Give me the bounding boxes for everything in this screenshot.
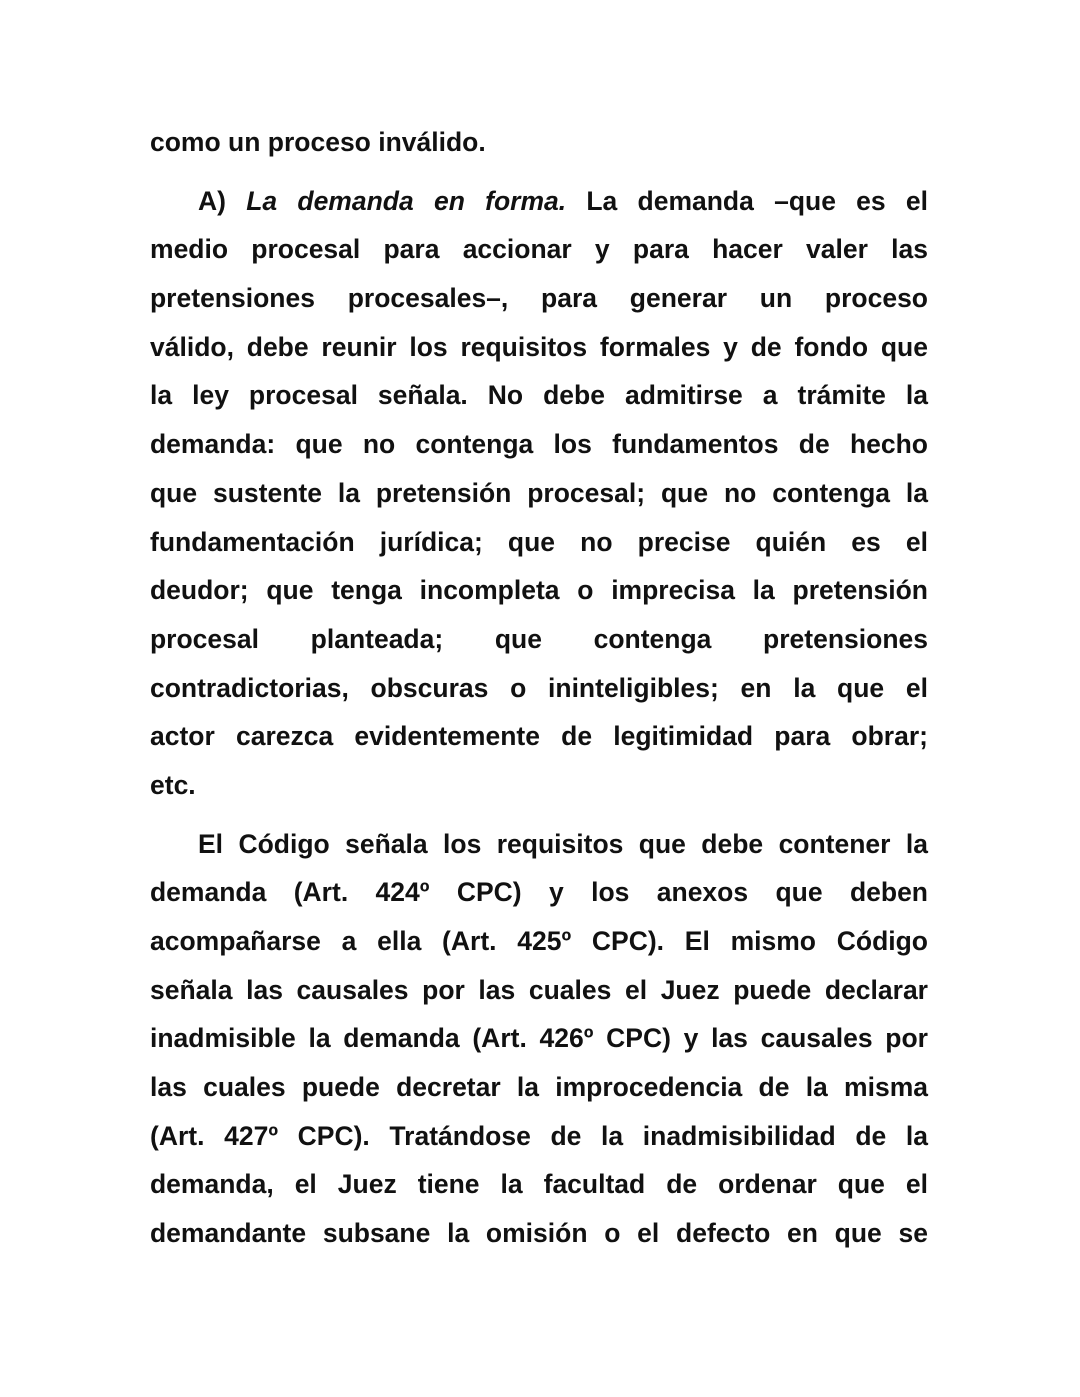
text-line: procesal planteada; que contenga pretensiones	[150, 623, 928, 654]
text-line: demanda (Art. 424º CPC) y los anexos que deben	[150, 877, 928, 908]
document-page	[150, 121, 928, 1261]
text-line: contradictorias, obscuras o ininteligibles; en la que el	[150, 672, 928, 703]
paragraph	[150, 121, 928, 170]
text-line: demanda, el Juez tiene la facultad de ordenar que el	[150, 1169, 928, 1200]
paragraph-demanda-en-forma	[150, 180, 928, 813]
text-line: El Código señala los requisitos que debe contener la	[198, 828, 928, 859]
text-line: fundamentación jurídica; que no precise quién es el	[150, 526, 928, 557]
text-line: acompañarse a ella (Art. 425º CPC). El mismo Código	[150, 926, 928, 956]
text-line: etc.	[150, 769, 196, 800]
text-segment: La demanda –que es el	[586, 185, 928, 216]
text-line	[150, 180, 928, 229]
text-line: que sustente la pretensión procesal; que no contenga la	[150, 477, 928, 508]
text-line: señala las causales por las cuales el Juez puede declarar	[150, 974, 928, 1005]
text-line: demandante subsane la omisión o el defecto en que se	[150, 1218, 928, 1249]
text-line: válido, debe reunir los requisitos formales y de fondo que	[150, 331, 928, 362]
section-heading-italic: La demanda en forma.	[246, 185, 567, 216]
text-line: las cuales puede decretar la improcedencia de la misma	[150, 1072, 928, 1103]
paragraph-spacer	[150, 813, 928, 823]
text-line: inadmisible la demanda (Art. 426º CPC) y las causales por	[150, 1023, 928, 1054]
text-line: pretensiones procesales–, para generar un proceso	[150, 283, 928, 314]
text-line: deudor; que tenga incompleta o imprecisa la pretensión	[150, 575, 928, 606]
paragraph-codigo	[150, 823, 928, 1261]
text-line: (Art. 427º CPC). Tratándose de la inadmisibilidad de la	[150, 1120, 928, 1151]
text-line: actor carezca evidentemente de legitimidad para obrar;	[150, 721, 928, 752]
text-line: la ley procesal señala. No debe admitirse a trámite la	[150, 380, 928, 411]
section-label: A)	[198, 185, 226, 216]
text-line: como un proceso inválido.	[150, 127, 486, 157]
text-line: demanda: que no contenga los fundamentos de hecho	[150, 429, 928, 460]
paragraph-spacer	[150, 170, 928, 180]
text-line: medio procesal para accionar y para hacer valer las	[150, 234, 928, 265]
